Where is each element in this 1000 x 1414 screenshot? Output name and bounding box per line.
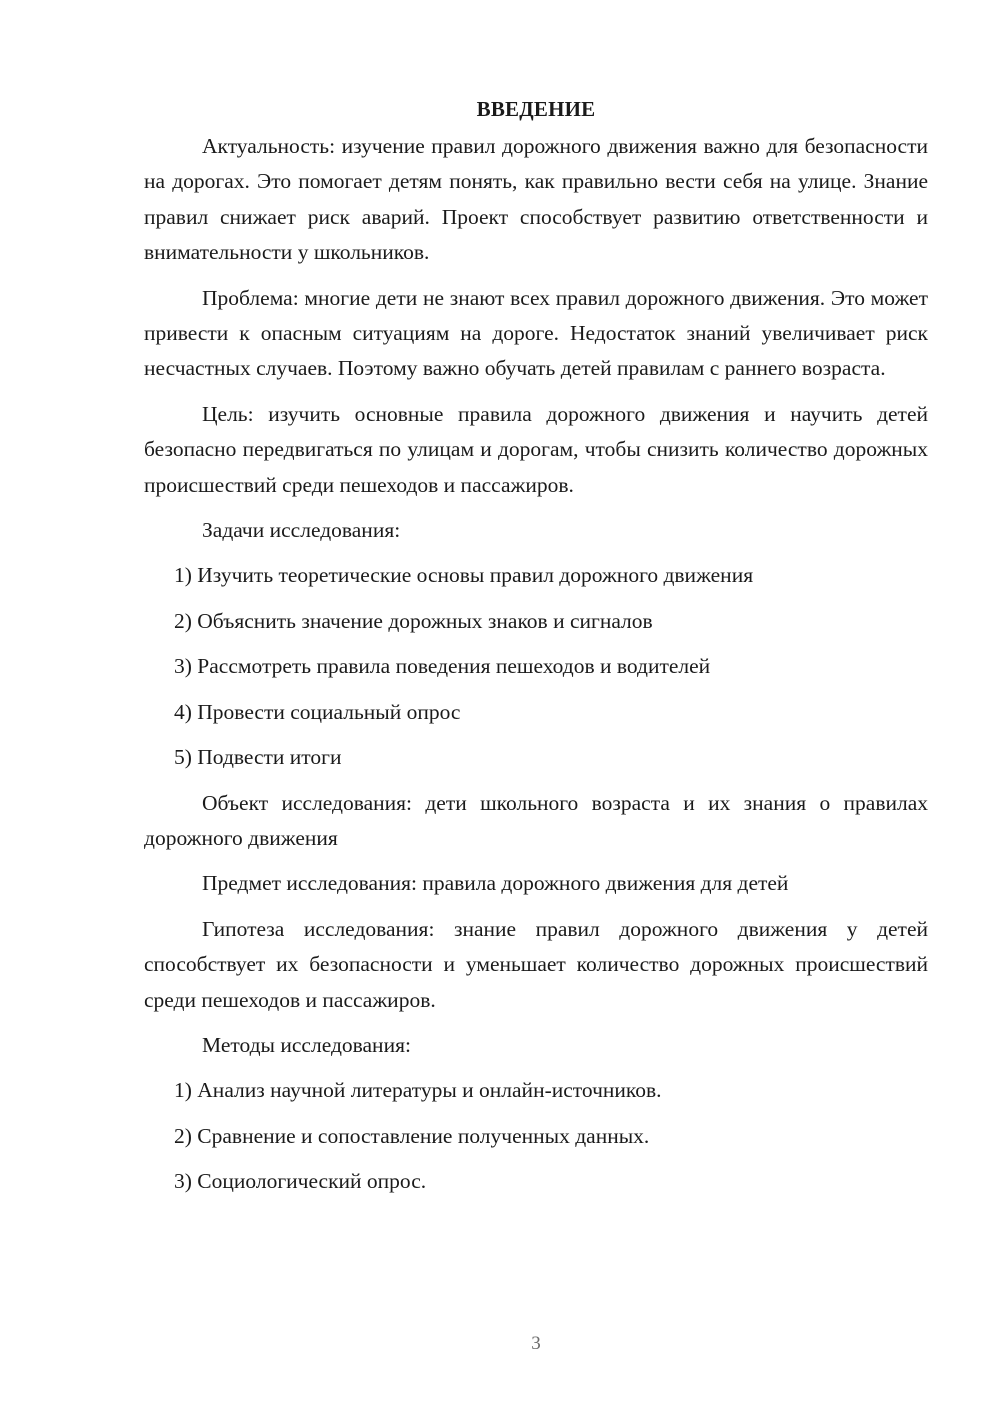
task-item: 2) Объяснить значение дорожных знаков и сигналов [174,608,653,633]
method-item: 3) Социологический опрос. [174,1169,427,1194]
task-item: 4) Провести социальный опрос [174,699,461,724]
goal-paragraph: Цель: изучить основные правила дорожного движения и научить детей безопасно передвигаться по улицам и дорогам, чтобы снизить количество дорожных происшествий среди пешеходов и пассажиров. [144,401,928,497]
document-page [144,92,928,1210]
task-item: 3) Рассмотреть правила поведения пешеходов и водителей [174,654,711,679]
method-item: 1) Анализ научной литературы и онлайн-источников. [174,1078,662,1103]
section-title: ВВЕДЕНИЕ [476,97,596,121]
task-item: 1) Изучить теоретические основы правил дорожного движения [174,563,754,588]
relevance-paragraph: Актуальность: изучение правил дорожного движения важно для безопасности на дорогах. Это помогает детям понять, как правильно вести себя на улице. Знание правил снижает риск аварий. Проект способствует развитию ответственности и внимательности у школьников. [144,134,928,265]
methods-heading: Методы исследования: [202,1032,411,1057]
method-item: 2) Сравнение и сопоставление полученных данных. [174,1123,650,1148]
object-paragraph: Объект исследования: дети школьного возраста и их знания о правилах дорожного движения [144,790,928,850]
subject-paragraph: Предмет исследования: правила дорожного движения для детей [202,871,789,896]
task-item: 5) Подвести итоги [174,745,342,770]
page-number: 3 [531,1333,541,1354]
tasks-heading: Задачи исследования: [202,518,401,543]
hypothesis-paragraph: Гипотеза исследования: знание правил дорожного движения у детей способствует их безопасности и уменьшает количество дорожных происшествий среди пешеходов и пассажиров. [144,916,928,1012]
problem-paragraph: Проблема: многие дети не знают всех правил дорожного движения. Это может привести к опасным ситуациям на дороге. Недостаток знаний увеличивает риск несчастных случаев. Поэтому важно обучать детей правилам с раннего возраста. [144,285,928,381]
